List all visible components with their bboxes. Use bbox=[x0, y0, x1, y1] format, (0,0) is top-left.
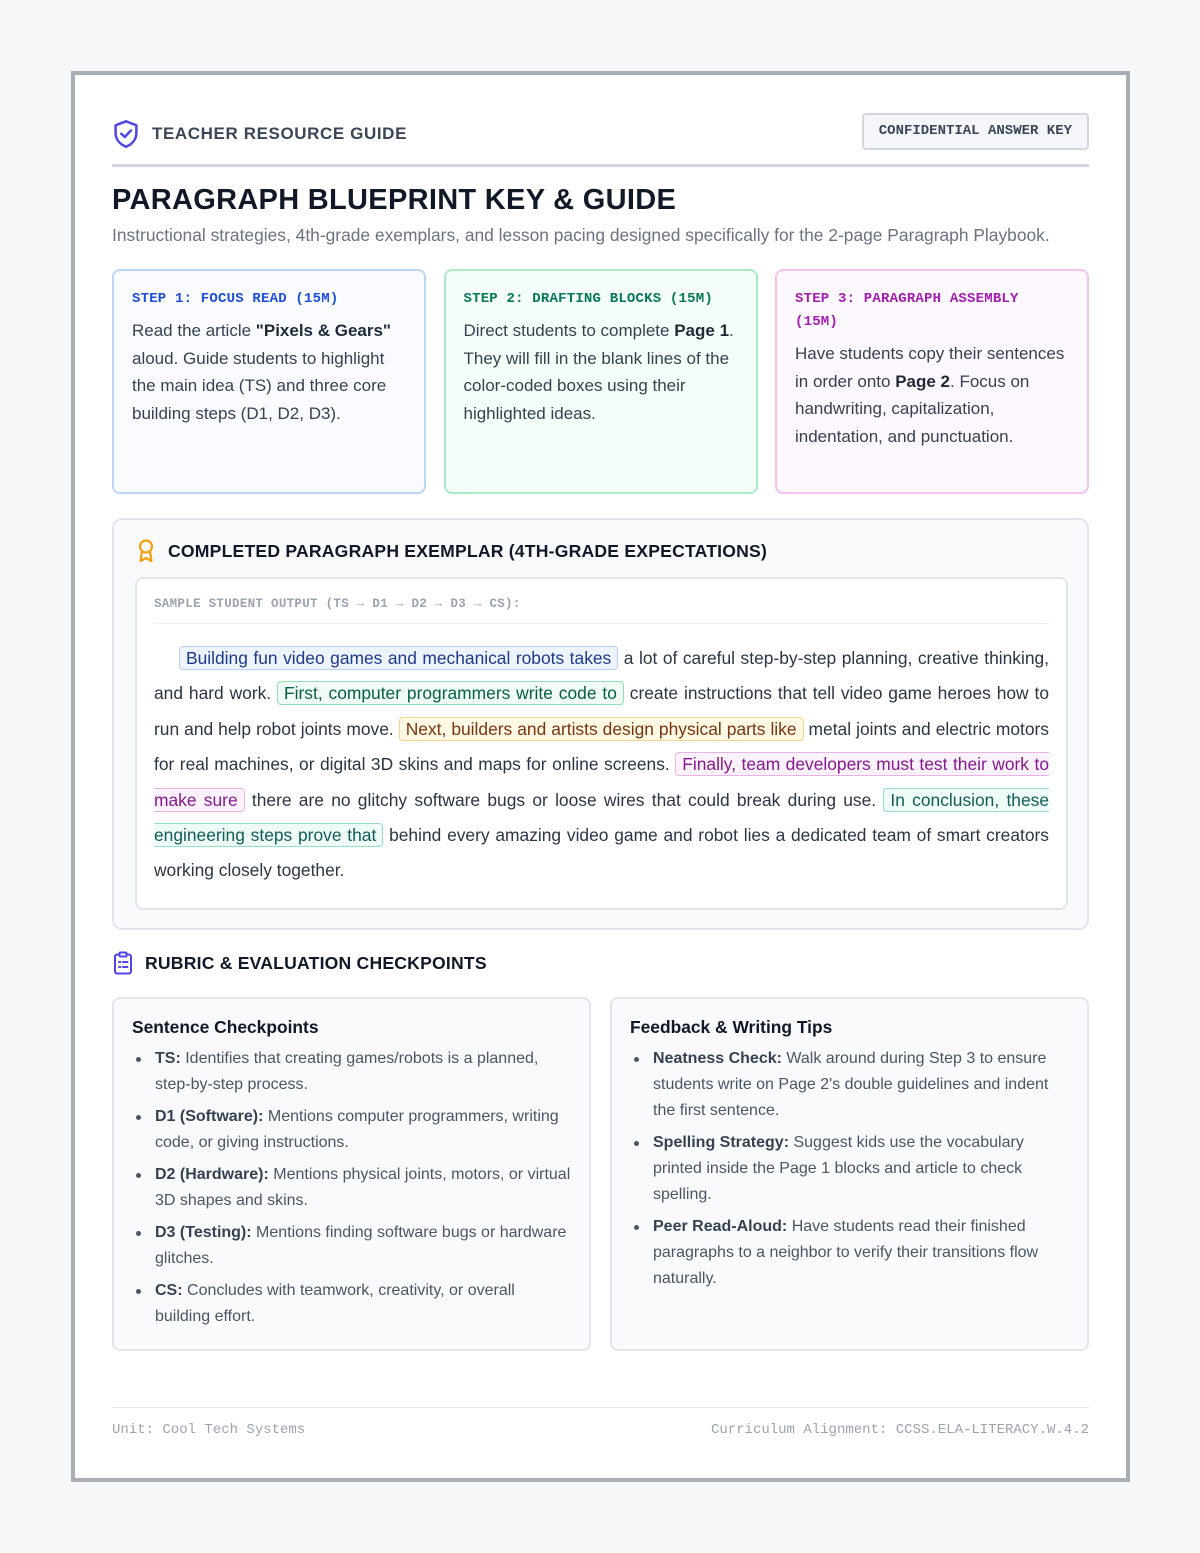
list-item: TS: Identifies that creating games/robots is a planned, step-by-step process. bbox=[132, 1046, 571, 1098]
concluding-sentence-highlight: In conclusion, these engineering steps prove that bbox=[154, 789, 1049, 846]
list-item: D2 (Hardware): Mentions physical joints, motors, or virtual 3D shapes and skins. bbox=[132, 1162, 571, 1214]
exemplar-title: COMPLETED PARAGRAPH EXEMPLAR (4TH-GRADE EXPECTATIONS) bbox=[168, 540, 768, 561]
rubric-columns bbox=[112, 997, 1089, 1351]
confidential-badge: CONFIDENTIAL ANSWER KEY bbox=[862, 113, 1089, 150]
page-footer bbox=[112, 1407, 1089, 1437]
topic-sentence-highlight: Building fun video games and mechanical robots takes bbox=[179, 646, 618, 670]
clipboard-list-icon bbox=[112, 951, 134, 975]
tips-list bbox=[630, 1046, 1069, 1292]
step-emphasis: "Pixels & Gears" bbox=[255, 321, 391, 340]
page-subtitle: Instructional strategies, 4th-grade exemplars, and lesson pacing designed specifically for the 2-page Paragraph Playbook. bbox=[112, 225, 1050, 245]
card-title: Feedback & Writing Tips bbox=[630, 1017, 833, 1037]
sentence-checkpoints-card bbox=[112, 997, 591, 1351]
step-body: Direct students to complete Page 1. They will fill in the blank lines of the color-coded boxes using their highlighted ideas. bbox=[463, 321, 734, 423]
exemplar-paragraph: Building fun video games and mechanical robots takes a lot of careful step-by-step planning, creative thinking, and hard work. First, computer programmers write code to create instructions that tell video game heroes how to run and help robot joints move. Next, builders and artists design physical parts like metal joints and electric motors for real machines, or digital 3D skins and maps for online screens. Finally, team developers must test their work to make sure there are no glitchy software bugs or loose wires that could break during use. In conclusion, these engineering steps prove that behind every amazing video game and robot lies a dedicated team of smart creators working closely together. bbox=[154, 648, 1050, 881]
step-heading: STEP 2: DRAFTING BLOCKS (15M) bbox=[463, 291, 713, 307]
list-item: Spelling Strategy: Suggest kids use the vocabulary printed inside the Page 1 blocks and article to check spelling. bbox=[630, 1130, 1069, 1208]
exemplar-section bbox=[112, 518, 1089, 930]
sample-output-box bbox=[135, 577, 1068, 910]
list-item: Neatness Check: Walk around during Step 3 to ensure students write on Page 2's double guidelines and indent the first sentence. bbox=[630, 1046, 1069, 1124]
award-icon bbox=[135, 538, 157, 564]
step-cards bbox=[112, 269, 1089, 494]
step-heading: STEP 3: PARAGRAPH ASSEMBLY (15M) bbox=[795, 291, 1019, 330]
footer-unit: Unit: Cool Tech Systems bbox=[112, 1422, 306, 1438]
rubric-title: RUBRIC & EVALUATION CHECKPOINTS bbox=[145, 952, 487, 973]
page-title: PARAGRAPH BLUEPRINT KEY & GUIDE bbox=[112, 184, 677, 216]
feedback-tips-card bbox=[610, 997, 1089, 1351]
step-card-2 bbox=[444, 269, 758, 494]
checkpoint-list bbox=[132, 1046, 571, 1330]
list-item: D1 (Software): Mentions computer programmers, writing code, or giving instructions. bbox=[132, 1104, 571, 1156]
header-label: TEACHER RESOURCE GUIDE bbox=[152, 124, 408, 143]
detail-3-highlight: Finally, team developers must test their work to make sure bbox=[154, 754, 1050, 810]
shield-check-icon bbox=[112, 119, 140, 149]
list-item: CS: Concludes with teamwork, creativity, or overall building effort. bbox=[132, 1278, 571, 1330]
step-card-1 bbox=[112, 269, 426, 494]
step-card-3 bbox=[775, 269, 1089, 494]
list-item: D3 (Testing): Mentions finding software bugs or hardware glitches. bbox=[132, 1220, 571, 1272]
exemplar-heading bbox=[135, 538, 1066, 564]
document-page bbox=[71, 71, 1130, 1482]
page-header bbox=[112, 111, 1089, 167]
sample-label: SAMPLE STUDENT OUTPUT (TS → D1 → D2 → D3 → CS): bbox=[154, 597, 1049, 624]
rubric-heading bbox=[112, 951, 1089, 975]
step-body: Read the article "Pixels & Gears" aloud. Guide students to highlight the main idea (TS) and three core building steps (D1, D2, D3). bbox=[132, 321, 391, 423]
step-heading: STEP 1: FOCUS READ (15M) bbox=[132, 291, 339, 307]
step-emphasis: Page 1 bbox=[674, 321, 730, 340]
card-title: Sentence Checkpoints bbox=[132, 1017, 319, 1037]
detail-1-highlight: First, computer programmers write code to bbox=[277, 681, 624, 705]
page-content bbox=[112, 111, 1089, 1351]
detail-2-highlight: Next, builders and artists design physical parts like bbox=[399, 717, 804, 741]
list-item: Peer Read-Aloud: Have students read their finished paragraphs to a neighbor to verify their transitions flow naturally. bbox=[630, 1214, 1069, 1292]
step-body: Have students copy their sentences in order onto Page 2. Focus on handwriting, capitalization, indentation, and punctuation. bbox=[795, 344, 1065, 446]
step-emphasis: Page 2 bbox=[895, 371, 950, 391]
footer-alignment: Curriculum Alignment: CCSS.ELA-LITERACY.W.4.2 bbox=[710, 1422, 1089, 1438]
header-brand bbox=[112, 119, 407, 149]
